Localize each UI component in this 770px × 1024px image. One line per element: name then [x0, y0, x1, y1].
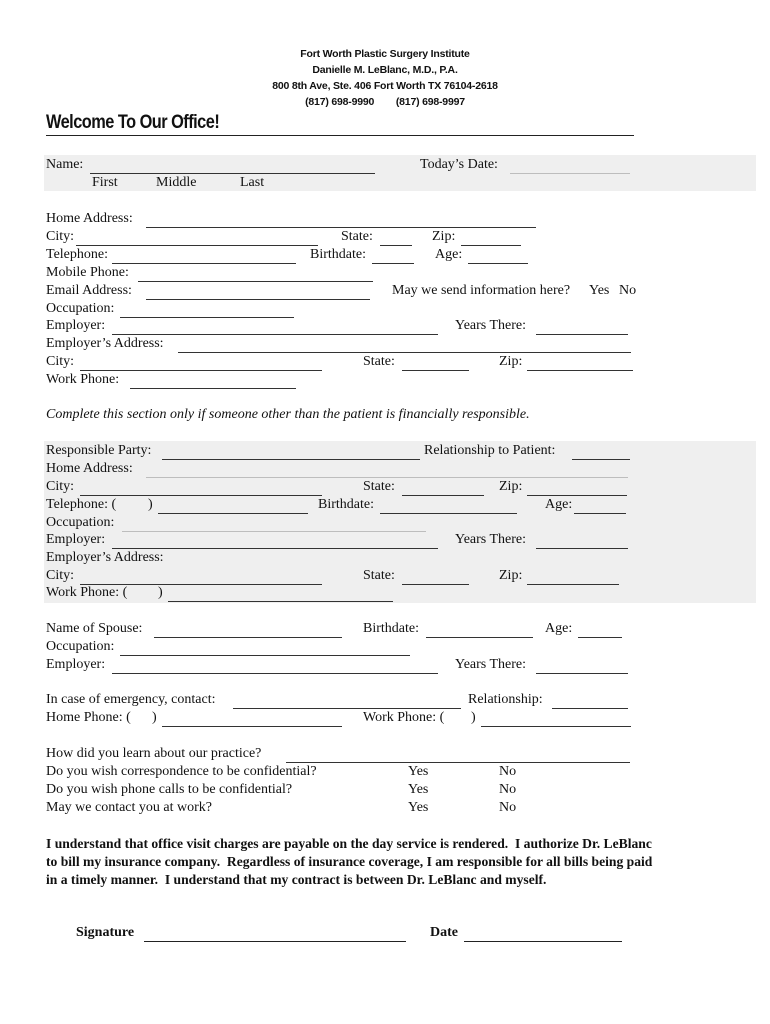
practice-phones: (817) 698-9990 (817) 698-9997 [305, 96, 465, 108]
spouse-birthdate-field[interactable] [426, 637, 533, 638]
employer-city-field[interactable] [80, 370, 322, 371]
resp-years-there-label: Years There: [455, 532, 527, 547]
spouse-name-label: Name of Spouse: [46, 621, 143, 636]
birthdate-label: Birthdate: [310, 247, 366, 262]
email-label: Email Address: [46, 283, 132, 298]
home-address-label: Home Address: [46, 211, 133, 226]
resp-employer-zip-label: Zip: [499, 568, 523, 583]
resp-occupation-label: Occupation: [46, 515, 115, 530]
birthdate-field[interactable] [372, 263, 414, 264]
phone-calls-question: Do you wish phone calls to be confidential? [46, 782, 293, 797]
agreement-line-2: to bill my insurance company. Regardless of insurance coverage, I am responsible for all bills being paid [46, 854, 653, 869]
work-phone-field[interactable] [130, 388, 296, 389]
zip-field[interactable] [461, 245, 521, 246]
employer-label: Employer: [46, 318, 106, 333]
spouse-age-label: Age: [545, 621, 573, 636]
responsible-party-field[interactable] [162, 459, 420, 460]
resp-telephone-label: Telephone: ( [46, 497, 117, 512]
emergency-home-phone-paren: ) [152, 710, 157, 725]
correspondence-yes[interactable]: Yes [408, 764, 429, 779]
spouse-occupation-field[interactable] [120, 655, 410, 656]
employer-state-field[interactable] [402, 370, 469, 371]
emergency-work-phone-paren: ) [471, 710, 476, 725]
name-label: Name: [46, 157, 84, 172]
resp-employer-city-label: City: [46, 568, 75, 583]
date-label: Date [430, 925, 458, 940]
resp-work-phone-label: Work Phone: ( [46, 585, 128, 600]
resp-zip-field[interactable] [527, 495, 627, 496]
resp-employer-field[interactable] [112, 548, 438, 549]
name-field[interactable] [90, 173, 375, 174]
employer-field[interactable] [112, 334, 438, 335]
emergency-contact-label: In case of emergency, contact: [46, 692, 216, 707]
contact-work-no[interactable]: No [499, 800, 517, 815]
employer-city-label: City: [46, 354, 75, 369]
send-info-yes[interactable]: Yes [589, 283, 610, 298]
spouse-employer-label: Employer: [46, 657, 106, 672]
spouse-years-there-field[interactable] [536, 673, 628, 674]
state-field[interactable] [380, 245, 412, 246]
resp-state-label: State: [363, 479, 395, 494]
emergency-work-phone-label: Work Phone: ( [363, 710, 445, 725]
resp-employers-address-label: Employer’s Address: [46, 550, 164, 565]
resp-state-field[interactable] [402, 495, 484, 496]
occupation-label: Occupation: [46, 301, 115, 316]
responsible-party-label: Responsible Party: [46, 443, 152, 458]
responsible-section-shading [44, 441, 756, 603]
telephone-label: Telephone: [46, 247, 108, 262]
title-divider [46, 135, 634, 136]
resp-zip-label: Zip: [499, 479, 523, 494]
phone-calls-yes[interactable]: Yes [408, 782, 429, 797]
correspondence-no[interactable]: No [499, 764, 517, 779]
resp-employer-state-field[interactable] [402, 584, 469, 585]
emergency-home-phone-label: Home Phone: ( [46, 710, 131, 725]
resp-birthdate-field[interactable] [380, 513, 517, 514]
age-field[interactable] [468, 263, 528, 264]
resp-age-label: Age: [545, 497, 573, 512]
emergency-relationship-label: Relationship: [468, 692, 543, 707]
age-label: Age: [435, 247, 463, 262]
resp-employer-label: Employer: [46, 532, 106, 547]
spouse-occupation-label: Occupation: [46, 639, 115, 654]
correspondence-question: Do you wish correspondence to be confidential? [46, 764, 317, 779]
agreement-line-1: I understand that office visit charges are payable on the day service is rendered. I authorize Dr. LeBlanc [46, 836, 652, 851]
employer-zip-field[interactable] [527, 370, 633, 371]
resp-birthdate-label: Birthdate: [318, 497, 374, 512]
signature-label: Signature [76, 925, 135, 940]
mobile-phone-label: Mobile Phone: [46, 265, 129, 280]
financial-note: Complete this section only if someone other than the patient is financially responsible. [46, 407, 530, 422]
signature-date-field[interactable] [464, 941, 622, 942]
telephone-field[interactable] [112, 263, 296, 264]
spouse-employer-field[interactable] [112, 673, 438, 674]
emergency-relationship-field[interactable] [552, 708, 628, 709]
resp-employer-state-label: State: [363, 568, 395, 583]
city-label: City: [46, 229, 75, 244]
emergency-home-phone-field[interactable] [162, 726, 342, 727]
resp-years-there-field[interactable] [536, 548, 628, 549]
last-caption: Last [240, 175, 265, 190]
send-info-question: May we send information here? [392, 283, 571, 298]
employer-zip-label: Zip: [499, 354, 523, 369]
doctor-name: Danielle M. LeBlanc, M.D., P.A. [312, 64, 458, 76]
resp-work-phone-field[interactable] [168, 601, 393, 602]
contact-work-question: May we contact you at work? [46, 800, 212, 815]
spouse-birthdate-label: Birthdate: [363, 621, 419, 636]
employers-address-label: Employer’s Address: [46, 336, 164, 351]
spouse-years-there-label: Years There: [455, 657, 527, 672]
contact-work-yes[interactable]: Yes [408, 800, 429, 815]
resp-home-address-field[interactable] [146, 477, 628, 478]
send-info-no[interactable]: No [619, 283, 637, 298]
years-there-label: Years There: [455, 318, 527, 333]
middle-caption: Middle [156, 175, 197, 190]
years-there-field[interactable] [536, 334, 628, 335]
resp-occupation-field[interactable] [122, 531, 426, 532]
home-address-field[interactable] [146, 227, 536, 228]
todays-date-field[interactable] [510, 173, 630, 174]
city-field[interactable] [76, 245, 318, 246]
work-phone-label: Work Phone: [46, 372, 120, 387]
emergency-contact-field[interactable] [233, 708, 461, 709]
agreement-line-3: in a timely manner. I understand that my contract is between Dr. LeBlanc and myself. [46, 872, 547, 887]
todays-date-label: Today’s Date: [420, 157, 498, 172]
emergency-work-phone-field[interactable] [481, 726, 631, 727]
mobile-phone-field[interactable] [138, 281, 373, 282]
learn-field[interactable] [286, 762, 630, 763]
employer-state-label: State: [363, 354, 395, 369]
email-field[interactable] [146, 299, 370, 300]
phone-calls-no[interactable]: No [499, 782, 517, 797]
relationship-to-patient-field[interactable] [572, 459, 630, 460]
resp-employer-zip-field[interactable] [527, 584, 619, 585]
signature-field[interactable] [144, 941, 406, 942]
spouse-age-field[interactable] [578, 637, 622, 638]
state-label: State: [341, 229, 373, 244]
relationship-to-patient-label: Relationship to Patient: [424, 443, 556, 458]
resp-age-field[interactable] [574, 513, 626, 514]
resp-home-address-label: Home Address: [46, 461, 133, 476]
practice-name: Fort Worth Plastic Surgery Institute [300, 48, 470, 60]
resp-telephone-paren: ) [148, 497, 153, 512]
practice-address: 800 8th Ave, Ste. 406 Fort Worth TX 76104-2618 [272, 80, 498, 92]
page-title: Welcome To Our Office! [46, 112, 220, 133]
resp-work-phone-paren: ) [158, 585, 163, 600]
employers-address-field[interactable] [178, 352, 631, 353]
occupation-field[interactable] [120, 317, 294, 318]
resp-city-label: City: [46, 479, 75, 494]
learn-question: How did you learn about our practice? [46, 746, 262, 761]
resp-telephone-field[interactable] [158, 513, 308, 514]
first-caption: First [92, 175, 118, 190]
spouse-name-field[interactable] [154, 637, 342, 638]
zip-label: Zip: [432, 229, 456, 244]
resp-city-field[interactable] [80, 495, 322, 496]
